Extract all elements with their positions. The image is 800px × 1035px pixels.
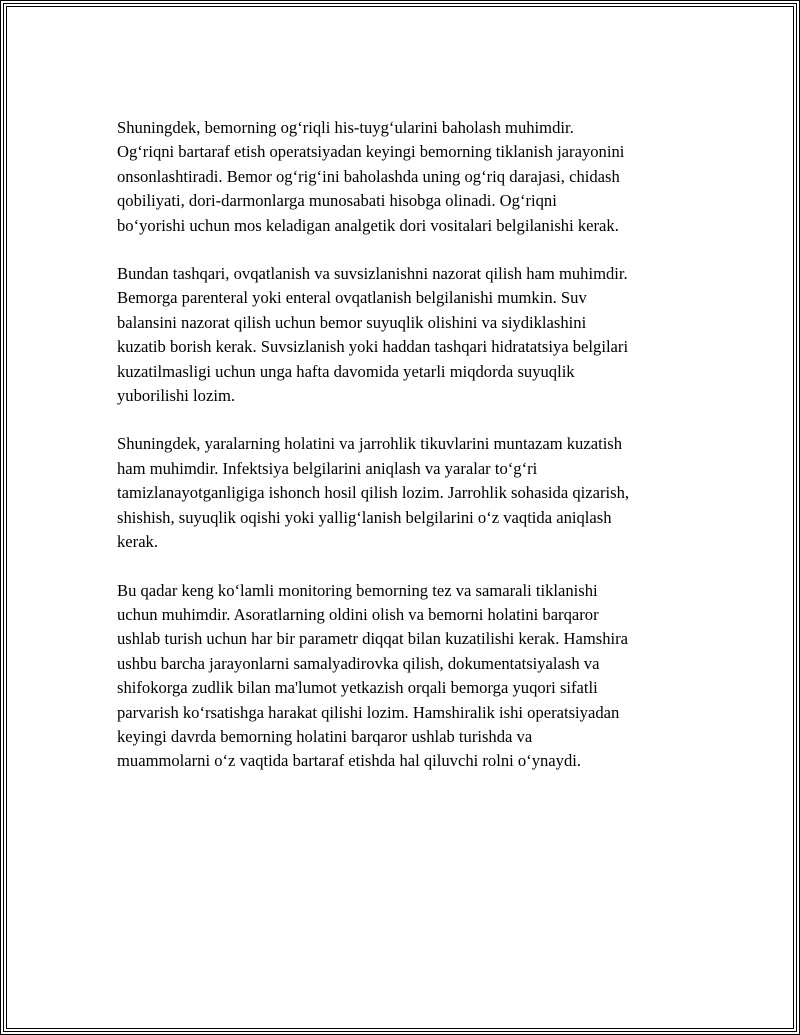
text-line: Shuningdek, yaralarning holatini va jarrohlik tikuvlarini muntazam kuzatish: [117, 434, 623, 454]
text-line: kuzatib borish kerak. Suvsizlanish yoki haddan tashqari hidratatsiya belgilari: [117, 337, 629, 357]
text-line: Og‘riqni bartaraf etish operatsiyadan keyingi bemorning tiklanish jarayonini: [117, 142, 625, 162]
text-line: Bundan tashqari, ovqatlanish va suvsizlanishni nazorat qilish ham muhimdir.: [117, 264, 628, 284]
text-line: uchun muhimdir. Asoratlarning oldini olish va bemorni holatini barqaror: [117, 604, 599, 624]
paragraph-2: [117, 262, 697, 408]
text-line: Bu qadar keng ko‘lamli monitoring bemorning tez va samarali tiklanishi: [117, 580, 598, 600]
text-line: ham muhimdir. Infektsiya belgilarini aniqlash va yaralar to‘g‘ri: [117, 458, 538, 478]
text-line: parvarish ko‘rsatishga harakat qilishi lozim. Hamshiralik ishi operatsiyadan: [117, 702, 620, 722]
text-line: muammolarni o‘z vaqtida bartaraf etishda hal qiluvchi rolni o‘ynaydi.: [117, 751, 582, 771]
text-line: Bemorga parenteral yoki enteral ovqatlanish belgilanishi mumkin. Suv: [117, 288, 587, 308]
text-line: shifokorga zudlik bilan ma'lumot yetkazish orqali bemorga yuqori sifatli: [117, 678, 598, 698]
text-line: ushlab turish uchun har bir parametr diqqat bilan kuzatilishi kerak. Hamshira: [117, 629, 629, 649]
text-line: yuborilishi lozim.: [117, 386, 235, 406]
text-line: kerak.: [117, 532, 158, 552]
text-line: onsonlashtiradi. Bemor og‘rig‘ini baholashda uning og‘riq darajasi, chidash: [117, 166, 620, 186]
text-line: tamizlanayotganligiga ishonch hosil qilish lozim. Jarrohlik sohasida qizarish,: [117, 483, 630, 503]
text-line: balansini nazorat qilish uchun bemor suyuqlik olishini va siydiklashini: [117, 312, 587, 332]
text-line: kuzatilmasligi uchun unga hafta davomida yetarli miqdorda suyuqlik: [117, 361, 575, 381]
text-line: Shuningdek, bemorning og‘riqli his-tuyg‘ularini baholash muhimdir.: [117, 118, 574, 137]
text-line: qobiliyati, dori-darmonlarga munosabati hisobga olinadi. Og‘riqni: [117, 191, 557, 211]
paragraph-3: [117, 432, 697, 554]
text-line: shishish, suyuqlik oqishi yoki yallig‘lanish belgilarini o‘z vaqtida aniqlash: [117, 507, 612, 527]
paragraph-4: [117, 579, 697, 774]
text-line: keyingi davrda bemorning holatini barqaror ushlab turishda va: [117, 726, 533, 746]
text-line: ushbu barcha jarayonlarni samalyadirovka qilish, dokumentatsiyalash va: [117, 653, 600, 673]
paragraph-1: [117, 116, 697, 238]
text-line: bo‘yorishi uchun mos keladigan analgetik dori vositalari belgilanishi kerak.: [117, 215, 619, 235]
document-body: [117, 116, 697, 798]
